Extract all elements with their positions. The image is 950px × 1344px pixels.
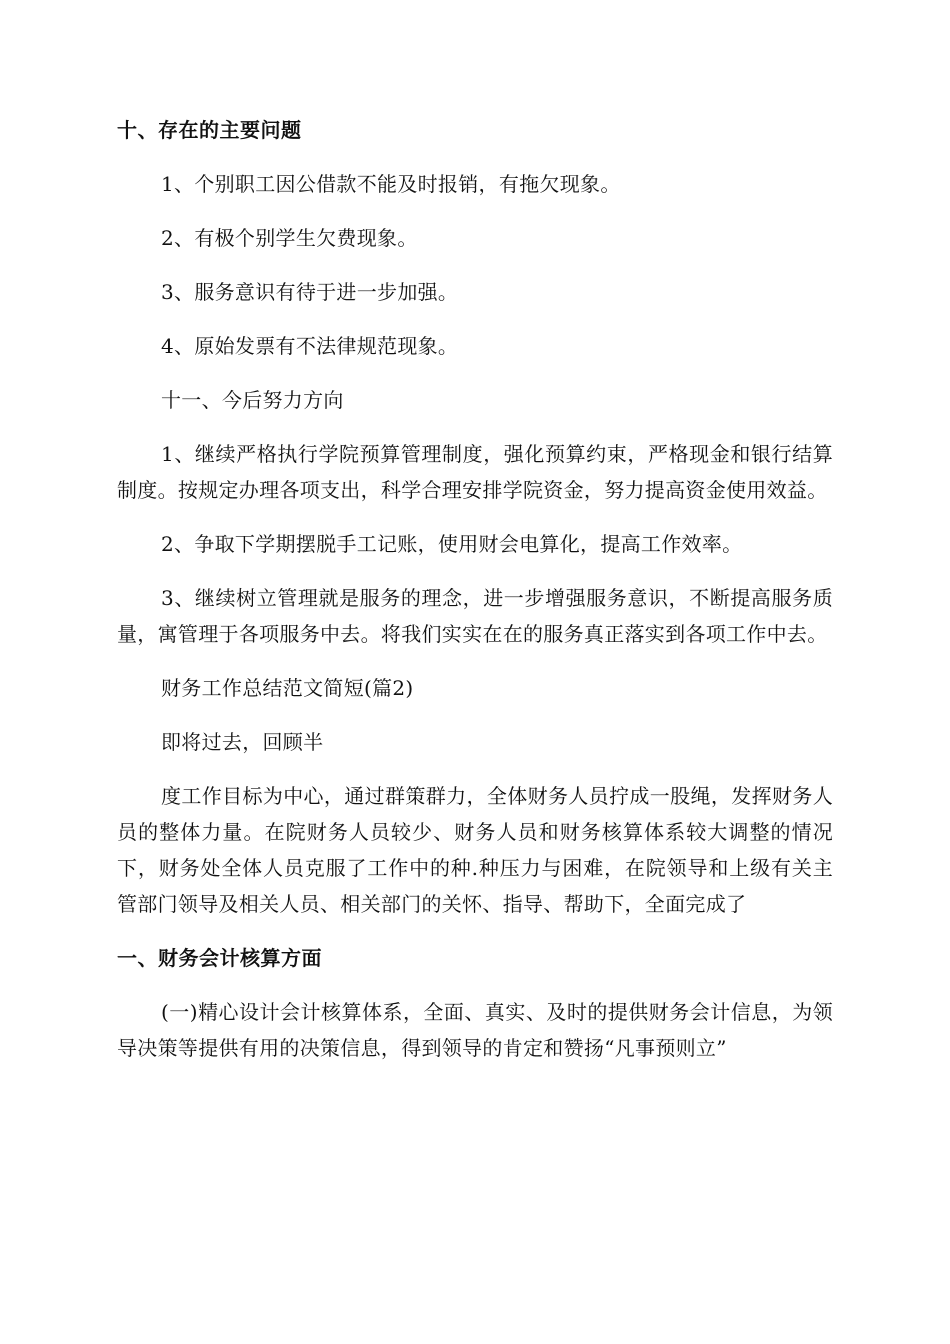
article-2-title: 财务工作总结范文简短(篇2)	[161, 676, 414, 700]
section-1-heading: 一、财务会计核算方面	[117, 946, 322, 970]
section-11-heading: 十一、今后努力方向	[161, 388, 344, 412]
document-page	[117, 112, 833, 1066]
article-2-intro: 即将过去，回顾半	[161, 730, 324, 754]
article-2-body: 度工作目标为中心，通过群策群力，全体财务人员拧成一股绳，发挥财务人员的整体力量。在院财务人员较少、财务人员和财务核算体系较大调整的情况下，财务处全体人员克服了工作中的种.种压力与困难，在院领导和上级有关主管部门领导及相关人员、相关部门的关怀、指导、帮助下，全面完成了	[117, 784, 833, 916]
section-11-item-3: 3、继续树立管理就是服务的理念，进一步增强服务意识，不断提高服务质量，寓管理于各项服务中去。将我们实实在在的服务真正落实到各项工作中去。	[117, 586, 833, 646]
section-10-item-1: 1、个别职工因公借款不能及时报销，有拖欠现象。	[161, 172, 621, 196]
section-10-item-4: 4、原始发票有不法律规范现象。	[161, 334, 459, 358]
section-10-item-3: 3、服务意识有待于进一步加强。	[161, 280, 459, 304]
section-1-para: (一)精心设计会计核算体系，全面、真实、及时的提供财务会计信息，为领导决策等提供有用的决策信息，得到领导的肯定和赞扬“凡事预则立”	[117, 1000, 833, 1060]
section-10-item-2: 2、有极个别学生欠费现象。	[161, 226, 418, 250]
section-11-item-1: 1、继续严格执行学院预算管理制度，强化预算约束，严格现金和银行结算制度。按规定办理各项支出，科学合理安排学院资金，努力提高资金使用效益。	[117, 442, 833, 502]
section-10-heading: 十、存在的主要问题	[117, 118, 302, 142]
section-11-item-2: 2、争取下学期摆脱手工记账，使用财会电算化，提高工作效率。	[161, 532, 743, 556]
